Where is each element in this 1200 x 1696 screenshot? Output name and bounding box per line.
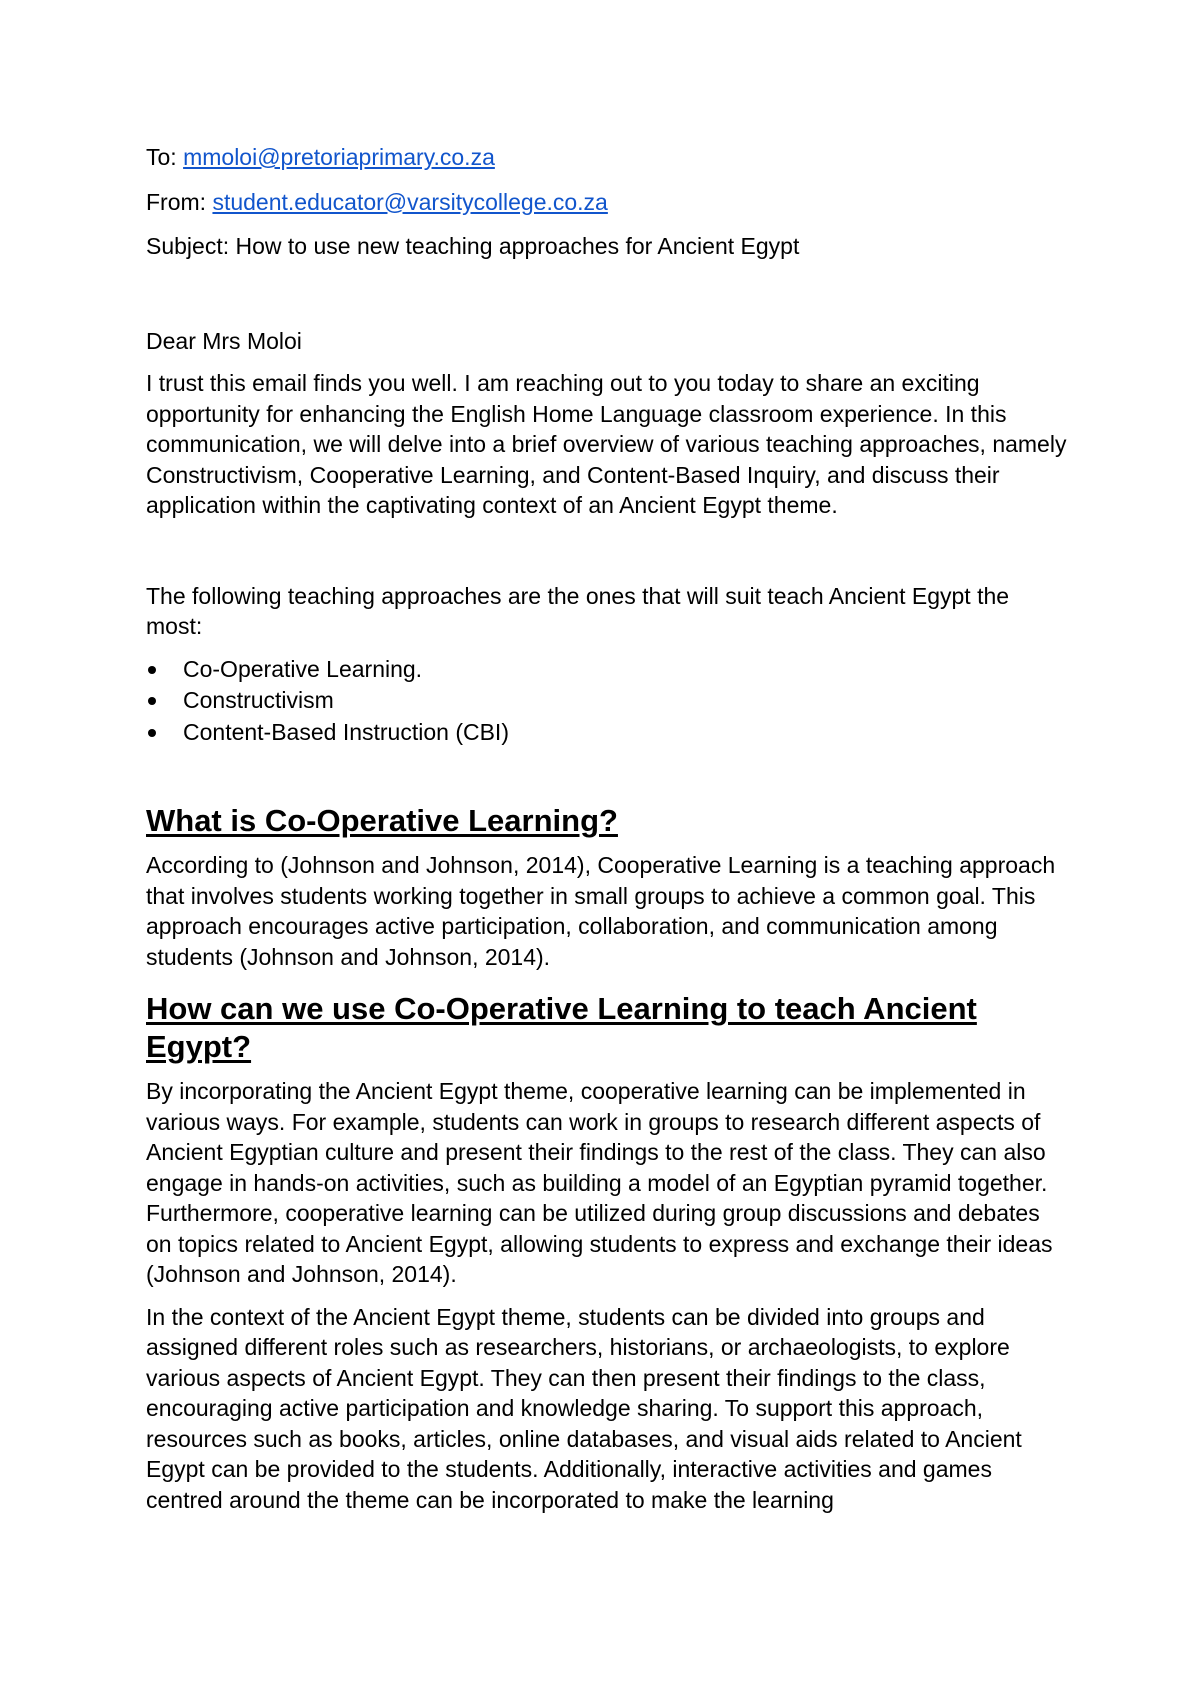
section2-paragraph-2: In the context of the Ancient Egypt theme, students can be divided into groups and assigned different roles such as researchers, historians, or archaeologists, to explore various aspects of Ancient Egypt. They can then present their findings to the class, encouraging active participation and knowledge sharing. To support this approach, resources such as books, articles, online databases, and visual aids related to Ancient Egypt can be provided to the students. Additionally, interactive activities and games centred around the theme can be incorporated to make the learning bbox=[146, 1303, 1022, 1513]
section2-paragraph-1: By incorporating the Ancient Egypt theme, cooperative learning can be implemented in various ways. For example, students can work in groups to research different aspects of Ancient Egyptian culture and present their findings to the rest of the class. They can also engage in hands-on activities, such as building a model of an Egyptian pyramid together. Furthermore, cooperative learning can be utilized during group discussions and debates on topics related to Ancient Egypt, allowing students to express and exchange their ideas (Johnson and Johnson, 2014). bbox=[146, 1078, 1053, 1287]
section-heading-how-to-use-cooperative-learning: How can we use Co-Operative Learning to teach Ancient Egypt? bbox=[146, 991, 977, 1064]
section1-paragraph: According to (Johnson and Johnson, 2014), Cooperative Learning is a teaching approach that involves students working together in small groups to achieve a common goal. This approach encourages active participation, collaboration, and communication among students (Johnson and Johnson, 2014). bbox=[146, 852, 1056, 970]
to-address-link[interactable]: mmoloi@pretoriaprimary.co.za bbox=[183, 144, 495, 170]
approaches-lead: The following teaching approaches are the ones that will suit teach Ancient Egypt the most: bbox=[146, 582, 1010, 639]
email-from-line bbox=[146, 187, 1071, 218]
to-label: To: bbox=[146, 144, 177, 170]
list-item: Content-Based Instruction (CBI) bbox=[146, 717, 1071, 749]
email-subject-line bbox=[146, 231, 1071, 262]
approaches-list bbox=[146, 654, 1071, 749]
intro-paragraph: I trust this email finds you well. I am reaching out to you today to share an exciting opportunity for enhancing the English Home Language classroom experience. In this communication, we will delve into a brief overview of various teaching approaches, namely Constructivism, Cooperative Learning, and Content-Based Inquiry, and discuss their application within the captivating context of an Ancient Egypt theme. bbox=[146, 370, 1067, 518]
list-item: Constructivism bbox=[146, 685, 1071, 717]
email-to-line bbox=[146, 142, 1071, 173]
from-address-link[interactable]: student.educator@varsitycollege.co.za bbox=[212, 188, 608, 215]
salutation: Dear Mrs Moloi bbox=[146, 327, 302, 354]
section-heading-what-is-cooperative-learning: What is Co-Operative Learning? bbox=[146, 803, 618, 838]
from-label: From: bbox=[146, 188, 207, 215]
list-item: Co-Operative Learning. bbox=[146, 654, 1071, 686]
document-content bbox=[146, 142, 1071, 1515]
subject-text: How to use new teaching approaches for Ancient Egypt bbox=[235, 233, 800, 259]
subject-label: Subject: bbox=[146, 233, 230, 259]
